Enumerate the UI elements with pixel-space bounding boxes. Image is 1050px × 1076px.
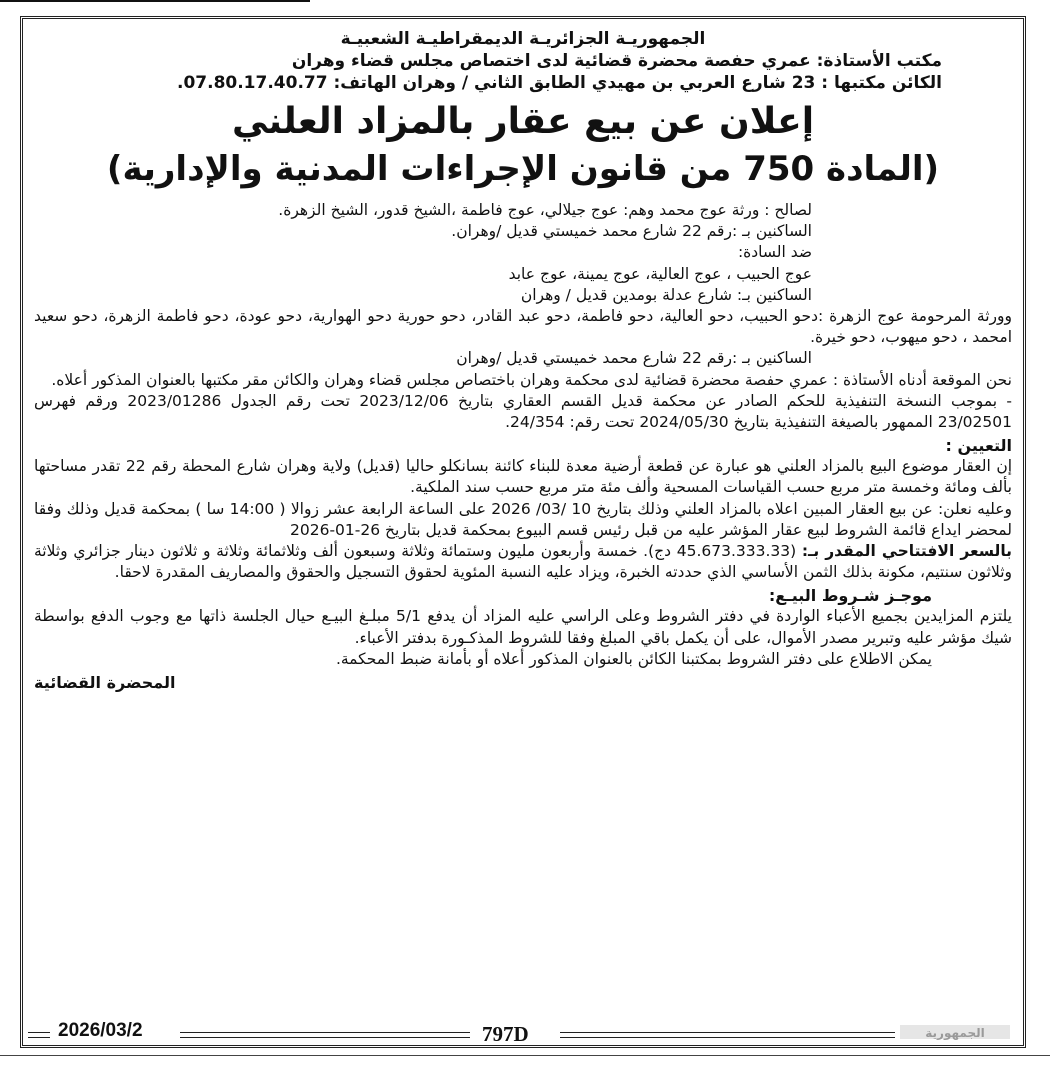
opening-price-text: (45.673.333.33 دج). خمسة وأربعون مليون وستمائة وثلاثة وسبعون ألف وثلاثمائة وثلاثة و ثلاثون دينار جزائري وثلاثة وثلاثون سنتيم، مكونة بذلك الثمن الأساسي الذي حددته الخبرة، ويزاد عليه النسبة المئوية لحقوق التسجيل والحقوق والمصاريف المقدرة لاحقا.: [34, 542, 1012, 582]
consultation-note: يمكن الاطلاع على دفتر الشروط بمكتبنا الكائن بالعنوان المذكور أعلاه أو بأمانة ضبط المحكمة.: [335, 649, 932, 668]
notice-title: إعلان عن بيع عقار بالمزاد العلني: [231, 101, 815, 142]
judgment-reference: - بموجب النسخة التنفيذية للحكم الصادر عن محكمة قديل القسم العقاري بتاريخ 2023/12/06 تحت رقم الجدول 2023/01286 ورقم فهرس 23/02501 الممهور بالصيغة التنفيذية بتاريخ 2024/05/30 تحت رقم: 24/354.: [34, 391, 1013, 432]
footer-divider: [560, 1032, 895, 1038]
signature: المحضرة القضائية: [34, 673, 176, 693]
opening-price: [34, 541, 1012, 583]
beneficiaries-address: الساكنين بـ :رقم 22 شارع محمد خميستي قديل /وهران.: [451, 222, 812, 241]
designation-heading: التعيين :: [945, 436, 1012, 456]
conditions-heading: موجـز شـروط البيـع:: [768, 586, 932, 606]
footer-divider: [180, 1032, 470, 1038]
footer-date: 2026/03/2: [58, 1020, 143, 1041]
conditions-text: يلتزم المزايدين بجميع الأعباء الواردة في دفتر الشروط وعلى الراسي عليه المزاد أن يدفع 5/1 مبلـغ البيـع حيال الجلسة ذاتها مع وجوب الدفع بواسطة شيك مؤشر عليه وتبرير مصدر الأموال، على أن يكمل باقي المبلغ وفقا للشروط المذكـورة بدفتر الأعباء.: [34, 607, 1012, 647]
notice-content: [34, 28, 1012, 710]
beneficiaries: لصالح : ورثة عوج محمد وهم: عوج جيلالي، عوج فاطمة ،الشيخ قدور، الشيخ الزهرة.: [278, 201, 812, 219]
opening-price-label: بالسعر الافتتاحي المقدر بـ:: [801, 542, 1012, 561]
footer-code: 797D: [482, 1022, 529, 1046]
header-office: مكتب الأستاذة: عمري حفصة محضرة قضائية لدى اختصاص مجلس قضاء وهران: [291, 51, 942, 71]
newspaper-logo: [900, 1022, 1010, 1042]
footer-divider: [28, 1032, 50, 1038]
footer-bar: [20, 1018, 1026, 1046]
defendants-group-1-address: الساكنين بـ: شارع عدلة بومدين قديل / وهران: [520, 285, 812, 304]
newspaper-logo-text: الجمهورية: [925, 1026, 985, 1040]
header-republic: الجمهوريـة الجزائريـة الديمقراطيـة الشعبيـة: [340, 29, 706, 49]
top-rule: [0, 0, 310, 2]
header-address: الكائن مكتبها : 23 شارع العربي بن مهيدي الطابق الثاني / وهران الهاتف: 07.80.17.40.77.: [176, 73, 942, 93]
defendants-group-2: وورثة المرحومة عوج الزهرة :دحو الحبيب، دحو العالية، دحو فاطمة، دحو عبد القادر، دحو حورية دحو الهوارية، دحو عودة، دحو فاطمة الزهرة، دحو سعيد امحمد ، دحو ميهوب، دحو خيرة.: [34, 307, 1012, 347]
defendants-group-2-address: الساكنين بـ :رقم 22 شارع محمد خميستي قديل /وهران: [456, 349, 812, 368]
designation-text: إن العقار موضوع البيع بالمزاد العلني هو عبارة عن قطعة أرضية معدة للبناء كائنة بسانكلو حاليا (قديل) ولاية وهران شارع المحطة رقم 22 تقدر مساحتها بألف ومائة وخمسة متر مربع حسب القياسات المسحية وألف مئة متر مربع حسب سند الملكية.: [34, 457, 1013, 497]
bailiff-declaration: نحن الموقعة أدناه الأستاذة : عمري حفصة محضرة قضائية لدى محكمة وهران باختصاص مجلس قضاء وهران والكائن مقر مكتبها بالعنوان المذكور أعلاه.: [51, 370, 1012, 389]
sale-notice: وعليه نعلن: عن بيع العقار المبين اعلاه بالمزاد العلني وذلك بتاريخ 10 /03/ 2026 على الساعة الرابعة عشر زوالا ( 14:00 سا ) بمحكمة قديل وذلك وفقا لمحضر ايداع قائمة الشروط لبيع عقار المؤشر عليه من قبل رئيس قسم البيوع بمحكمة قديل بتاريخ 26-01-2026: [34, 499, 1013, 539]
against-label: ضد السادة:: [737, 243, 812, 262]
notice-subtitle: (المادة 750 من قانون الإجراءات المدنية والإدارية): [106, 149, 940, 189]
defendants-group-1: عوج الحبيب ، عوج العالية، عوج يمينة، عوج عابد: [508, 264, 812, 283]
page-bottom-rule: [0, 1055, 1050, 1056]
